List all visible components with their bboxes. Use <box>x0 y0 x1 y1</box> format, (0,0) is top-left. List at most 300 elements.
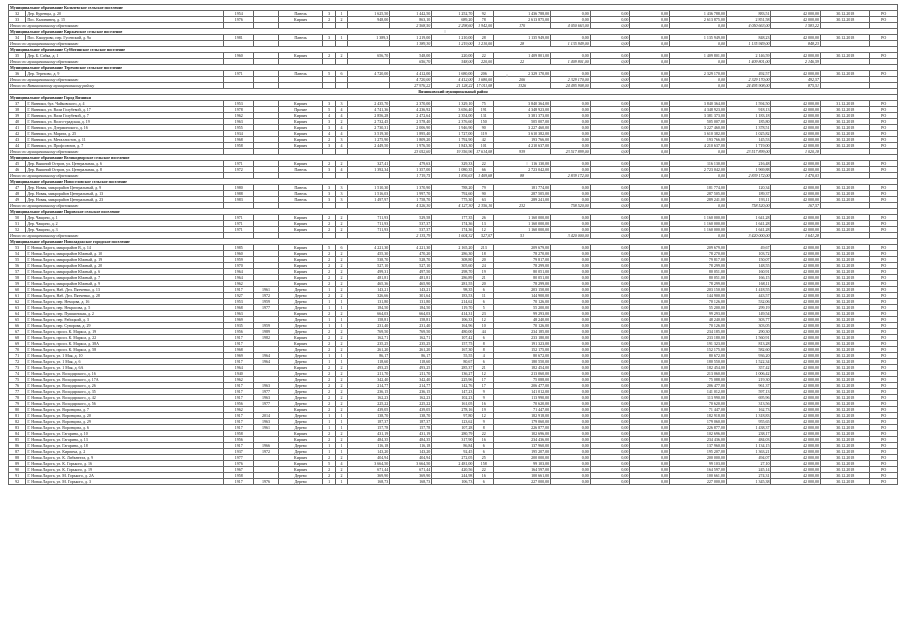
cost-fund-cell: 0,00 <box>551 407 591 413</box>
row-number-cell: 75 <box>9 377 26 383</box>
address-cell: Г. Новая Ладога, ул. Гагарина, д. 18 <box>26 443 224 449</box>
max-unit-cost-cell: 42 000,00 <box>771 221 821 227</box>
address-cell: Г. Новая Ладога, ул. Гагарина, д. 10 <box>26 431 224 437</box>
entrances-cell: 1 <box>335 299 347 305</box>
living-area-cell: 261,20 <box>390 347 432 353</box>
year-built-cell: 1978 <box>224 107 254 113</box>
row-number-cell: 64 <box>9 311 26 317</box>
total-area-cell: 527,10 <box>348 263 390 269</box>
cost-owners-cell: 234 185,00 <box>669 329 726 335</box>
private-area-cell: 92,45 <box>432 449 474 455</box>
method-cell: РО <box>870 197 898 203</box>
year-built-cell: 1968 <box>224 347 254 353</box>
entrances-cell: 2 <box>335 389 347 395</box>
total-area-cell: 4 526,30 <box>390 203 432 209</box>
living-area-cell: 1 836,63 <box>432 173 474 179</box>
wall-material-cell: Кирпич <box>278 263 323 269</box>
unit-cost-cell: 2 851,58 <box>726 17 771 23</box>
wall-material-cell: Дерево <box>278 371 323 377</box>
unit-cost-cell: 1 641,28 <box>726 221 771 227</box>
living-area-cell: 162,23 <box>390 395 432 401</box>
cost-total-cell: 180 550,00 <box>494 359 551 365</box>
wall-material-cell: Прочие <box>278 107 323 113</box>
method-cell: РО <box>870 455 898 461</box>
address-cell: Г. Вязники, ул. Профсоюзов, д. 7 <box>26 143 224 149</box>
unit-cost-cell: 145,53 <box>726 137 771 143</box>
cost-budget-cell: 0,00 <box>590 227 630 233</box>
method-cell: РО <box>870 413 898 419</box>
entrances-cell: 2 <box>335 251 347 257</box>
living-area-cell: 342,40 <box>390 377 432 383</box>
unit-cost-cell: 961,37 <box>726 383 771 389</box>
total-area-cell: 404,94 <box>348 455 390 461</box>
total-area-cell: 1 389,30 <box>390 41 432 47</box>
unit-cost-cell: 1 641,28 <box>726 227 771 233</box>
cost-local-cell: 0,00 <box>630 11 670 17</box>
method-cell: РО <box>870 431 898 437</box>
living-area-cell: 4 412,00 <box>432 77 474 83</box>
completion-date-cell: 30.12.2018 <box>820 335 870 341</box>
cost-fund-cell: 0,00 <box>551 359 591 365</box>
living-area-cell: 2 472,64 <box>390 113 432 119</box>
cost-owners-cell: 70 620,00 <box>669 401 726 407</box>
cost-total-cell: 287 505,00 <box>494 191 551 197</box>
residents-cell: 78 <box>474 17 494 23</box>
entrances-cell: 1 <box>335 11 347 17</box>
year-repair-cell: 2014 <box>254 413 279 419</box>
cost-local-cell: 0,00 <box>630 125 670 131</box>
row-number-cell: 78 <box>9 395 26 401</box>
completion-date-cell: 30.12.2018 <box>820 371 870 377</box>
row-number-cell: 37 <box>9 101 26 107</box>
living-area-cell: 537,37 <box>390 227 432 233</box>
cost-local-cell: 0,00 <box>630 437 670 443</box>
year-built-cell: 1917 <box>224 389 254 395</box>
cost-fund-cell: 0,00 <box>590 83 630 89</box>
cost-fund-cell: 0,00 <box>590 59 630 65</box>
row-number-cell: 55 <box>9 257 26 263</box>
year-built-cell: 1953 <box>224 299 254 305</box>
private-area-cell: 107,28 <box>432 425 474 431</box>
private-area-cell: 3 656,40 <box>432 107 474 113</box>
year-built-cell: 1971 <box>224 71 254 77</box>
year-built-cell: 1976 <box>224 461 254 467</box>
year-built-cell: 1935 <box>224 323 254 329</box>
subtotal-label: Итого по муниципальному образованию <box>9 23 224 29</box>
year-built-cell: 1964 <box>224 269 254 275</box>
year-built-cell: 1917 <box>224 413 254 419</box>
floors-cell: 3 <box>323 11 335 17</box>
completion-date-cell: 30.12.2018 <box>820 443 870 449</box>
address-cell: Г. Новая Ладога, пер. Пушкинская, д. 2 <box>26 311 224 317</box>
floors-cell: 2 <box>323 371 335 377</box>
total-area-cell: 769,50 <box>348 329 390 335</box>
wall-material-cell: Кирпич <box>278 143 323 149</box>
entrances-cell: 2 <box>335 335 347 341</box>
max-unit-cost-cell: 42 000,00 <box>771 323 821 329</box>
row-number-cell: 86 <box>9 443 26 449</box>
max-unit-cost-cell: 42 000,00 <box>771 125 821 131</box>
private-area-cell: 161,05 <box>432 401 474 407</box>
method-cell: РО <box>870 443 898 449</box>
district-title: Вязниковский муниципальный район <box>9 89 898 95</box>
cost-owners-cell: 505 007,00 <box>669 119 726 125</box>
method-cell: РО <box>870 257 898 263</box>
address-cell: Г. Новая Ладога, микрорайон Южный, д. 10 <box>26 251 224 257</box>
cost-owners-cell: 99 103,00 <box>669 461 726 467</box>
wall-material-cell: Кирпич <box>278 131 323 137</box>
max-unit-cost-cell: 42 000,00 <box>771 419 821 425</box>
cost-owners-cell: 102 696,00 <box>669 431 726 437</box>
entrances-cell: 2 <box>335 257 347 263</box>
scan-speck <box>506 74 508 77</box>
unit-cost-cell: 1 641,28 <box>726 215 771 221</box>
max-unit-cost-cell: 42 000,00 <box>771 275 821 281</box>
cost-local-cell: 0,00 <box>630 395 670 401</box>
private-area-cell: 102,23 <box>432 395 474 401</box>
wall-material-cell: Дерево <box>278 443 323 449</box>
address-cell: Г. Новая Ладога, ул. Воронцова, д. 6 <box>26 425 224 431</box>
cost-local-cell: 0,00 <box>630 359 670 365</box>
residents-cell: 22 <box>474 467 494 473</box>
subtotal-label: Итого по муниципальному образованию <box>9 233 224 239</box>
row-number-cell: 51 <box>9 221 26 227</box>
residents-cell: 170 <box>494 23 551 29</box>
total-area-cell: 225,22 <box>348 401 390 407</box>
residents-cell: 12 <box>474 317 494 323</box>
year-built-cell: 1956 <box>224 401 254 407</box>
total-area-cell: 2 435,70 <box>348 101 390 107</box>
living-area-cell: 157,78 <box>390 425 432 431</box>
living-area-cell: 431,19 <box>390 431 432 437</box>
entrances-cell: 2 <box>335 329 347 335</box>
unit-cost-cell: 168,11 <box>726 281 771 287</box>
floors-cell: 1 <box>323 443 335 449</box>
cost-fund-cell: 0,00 <box>551 395 591 401</box>
method-cell: РО <box>870 353 898 359</box>
unit-cost-cell: 1 183,18 <box>726 113 771 119</box>
cost-budget-cell: 0,00 <box>590 383 630 389</box>
cost-total-cell: 1 160 000,00 <box>494 221 551 227</box>
year-built-cell: 1917 <box>224 287 254 293</box>
cost-budget-cell: 0,00 <box>590 17 630 23</box>
max-unit-cost-cell: 42 000,00 <box>771 107 821 113</box>
floors-cell: 1 <box>323 299 335 305</box>
cost-total-cell: 2 613 875,00 <box>494 17 551 23</box>
wall-material-cell: Дерево <box>278 305 323 311</box>
row-number-cell: 68 <box>9 335 26 341</box>
section-title: Муниципальное образование Субботинское сельское поселение <box>9 47 898 53</box>
section-title: Муниципальное образование Киржачское сельское поселение <box>9 29 898 35</box>
wall-material-cell: Дерево <box>278 329 323 335</box>
cost-budget-cell: 0,00 <box>590 353 630 359</box>
cost-budget-cell: 0,00 <box>590 461 630 467</box>
address-cell: Г. Вязники, ул. Волго-градская, д. 19 <box>26 119 224 125</box>
address-cell: Г. Новая Ладога, ул. К. Горького, д. 19 <box>26 467 224 473</box>
living-area-cell: 537,37 <box>390 221 432 227</box>
living-area-cell: 470,20 <box>390 251 432 257</box>
private-area-cell: 220,00 <box>474 59 494 65</box>
cost-total-cell: 113 990,00 <box>494 395 551 401</box>
total-area-cell: 3 664,50 <box>348 461 390 467</box>
living-area-cell: 484,35 <box>390 437 432 443</box>
method-cell: РО <box>870 323 898 329</box>
living-area-cell: 1 370,90 <box>390 185 432 191</box>
unit-cost-cell: 1 560,91 <box>726 335 771 341</box>
cost-total-cell: 152 175,00 <box>494 347 551 353</box>
cost-budget-cell: 0,00 <box>590 251 630 257</box>
living-area-cell: 439,05 <box>390 407 432 413</box>
living-area-cell: 131,80 <box>390 299 432 305</box>
method-cell: РО <box>870 311 898 317</box>
completion-date-cell: 30.12.2018 <box>820 455 870 461</box>
private-area-cell: 174,36 <box>432 227 474 233</box>
total-area-cell: 656,70 <box>390 59 432 65</box>
cost-total-cell: 179 060,00 <box>494 419 551 425</box>
wall-material-cell: Кирпич <box>278 17 323 23</box>
floors-cell: 1 <box>323 449 335 455</box>
max-unit-cost-cell: 42 000,00 <box>771 341 821 347</box>
completion-date-cell: 30.12.2018 <box>820 197 870 203</box>
cost-local-cell: 0,00 <box>630 317 670 323</box>
cost-owners-cell: 200 000,00 <box>669 455 726 461</box>
residents-cell: 213 <box>474 245 494 251</box>
entrances-cell: 2 <box>335 17 347 23</box>
living-area-cell: 19 356,96 <box>432 149 474 155</box>
living-area-cell: 116,18 <box>390 443 432 449</box>
address-cell: Пос. Калининец, д. 15 <box>26 17 224 23</box>
row-number-cell: 74 <box>9 371 26 377</box>
cost-total-cell: 193 766,00 <box>494 137 551 143</box>
row-number-cell: 63 <box>9 305 26 311</box>
residents-cell: 12 <box>474 371 494 377</box>
living-area-cell: 528,70 <box>390 257 432 263</box>
cost-budget-cell: 0,00 <box>590 71 630 77</box>
cost-local-cell: 0,00 <box>630 467 670 473</box>
cost-local-cell: 0,00 <box>669 41 726 47</box>
living-area-cell: 143,21 <box>390 287 432 293</box>
living-area-cell: 527,10 <box>390 263 432 269</box>
cost-local-cell: 0,00 <box>630 461 670 467</box>
cost-owners-cell: 213 060,00 <box>669 371 726 377</box>
private-area-cell: 480,00 <box>432 329 474 335</box>
cost-fund-cell: 0,00 <box>551 329 591 335</box>
method-cell: РО <box>870 377 898 383</box>
cost-fund-cell: 0,00 <box>551 347 591 353</box>
cost-local-cell: 0,00 <box>630 425 670 431</box>
row-number-cell: 83 <box>9 425 26 431</box>
living-area-cell: 4 127,30 <box>432 203 474 209</box>
cost-owners-cell: 227 000,00 <box>669 479 726 485</box>
residents-cell: 1326 <box>494 83 551 89</box>
residents-cell: 6 <box>474 299 494 305</box>
row-number-cell: 70 <box>9 347 26 353</box>
living-area-cell: 497,50 <box>390 269 432 275</box>
method-cell: РО <box>870 71 898 77</box>
method-cell: РО <box>870 101 898 107</box>
residents-cell: 22 <box>474 161 494 167</box>
cost-owners-cell: 758 520,00 <box>726 203 771 209</box>
cost-budget-cell: 0,00 <box>590 473 630 479</box>
entrances-cell: 1 <box>335 317 347 323</box>
private-area-cell: 214,62 <box>432 299 474 305</box>
floors-cell: 5 <box>323 461 335 467</box>
private-area-cell: 329,33 <box>432 161 474 167</box>
residents-cell: 22 <box>474 431 494 437</box>
cost-fund-cell: 0,00 <box>551 323 591 329</box>
residents-cell: 8 <box>474 341 494 347</box>
cost-local-cell: 0,00 <box>630 449 670 455</box>
method-cell: РО <box>870 143 898 149</box>
unit-cost-cell: 813,28 <box>726 341 771 347</box>
entrances-cell: 2 <box>335 221 347 227</box>
year-repair-cell: 1961 <box>254 425 279 431</box>
living-area-cell: 187,37 <box>390 419 432 425</box>
cost-owners-cell: 4 348 923,00 <box>669 107 726 113</box>
completion-date-cell: 30.12.2018 <box>820 377 870 383</box>
method-cell: РО <box>870 125 898 131</box>
total-area-cell: 1 719,75 <box>390 173 432 179</box>
unit-cost-cell: 299,19 <box>726 305 771 311</box>
unit-cost-cell: 1 583,22 <box>771 23 821 29</box>
wall-material-cell: Дерево <box>278 401 323 407</box>
completion-date-cell: 30.12.2018 <box>820 341 870 347</box>
completion-date-cell: 30.12.2018 <box>820 113 870 119</box>
cost-budget-cell: 0,00 <box>590 275 630 281</box>
year-built-cell: 1954 <box>224 11 254 17</box>
cost-budget-cell: 0,00 <box>590 245 630 251</box>
unit-cost-cell: 848,23 <box>771 41 821 47</box>
private-area-cell: 286,30 <box>432 251 474 257</box>
total-area-cell: 23 052,60 <box>390 149 432 155</box>
private-area-cell: 1 329,10 <box>432 101 474 107</box>
cost-budget-cell: 0,00 <box>590 293 630 299</box>
cost-budget-cell: 0,00 <box>630 41 670 47</box>
cost-fund-cell: 0,00 <box>551 17 591 23</box>
cost-budget-cell: 0,00 <box>590 389 630 395</box>
cost-total-cell: 4 348 923,00 <box>494 107 551 113</box>
total-area-cell: 162,71 <box>348 335 390 341</box>
floors-cell: 2 <box>323 347 335 353</box>
floors-cell: 2 <box>323 455 335 461</box>
max-unit-cost-cell: 42 000,00 <box>771 413 821 419</box>
cost-fund-cell: 0,00 <box>590 23 630 29</box>
wall-material-cell: Панель <box>278 191 323 197</box>
cost-fund-cell: 0,00 <box>551 245 591 251</box>
private-area-cell: 1 080,35 <box>432 167 474 173</box>
address-cell: Дер. Чащино, д. 1 <box>26 215 224 221</box>
residents-cell: 12 <box>474 227 494 233</box>
cost-fund-cell: 0,00 <box>551 341 591 347</box>
completion-date-cell: 30.12.2018 <box>820 131 870 137</box>
floors-cell: 5 <box>323 245 335 251</box>
year-repair-cell: 1961 <box>254 287 279 293</box>
cost-fund-cell: 0,00 <box>551 257 591 263</box>
wall-material-cell: Панель <box>278 185 323 191</box>
cost-local-cell: 0,00 <box>630 101 670 107</box>
entrances-cell: 1 <box>335 449 347 455</box>
wall-material-cell: Кирпич <box>278 221 323 227</box>
max-unit-cost-cell: 42 000,00 <box>771 35 821 41</box>
method-cell: РО <box>870 389 898 395</box>
total-area-cell: 2 568,50 <box>390 23 432 29</box>
cost-local-cell: 0,00 <box>630 191 670 197</box>
private-area-cell: 1 946,90 <box>432 125 474 131</box>
address-cell: Г. Новая Ладога, ул. Кирпича, д. 2 <box>26 449 224 455</box>
private-area-cell: 1 942,00 <box>474 23 494 29</box>
method-cell: РО <box>870 113 898 119</box>
total-area-cell: 143,21 <box>348 287 390 293</box>
residents-cell: 206 <box>494 77 551 83</box>
row-number-cell: 69 <box>9 341 26 347</box>
unit-cost-cell: 167,57 <box>771 203 821 209</box>
cost-fund-cell: 0,00 <box>551 377 591 383</box>
cost-fund-cell: 0,00 <box>551 449 591 455</box>
living-area-cell: 214,77 <box>390 383 432 389</box>
residents-cell: 6 <box>474 479 494 485</box>
living-area-cell: 1 758,70 <box>390 197 432 203</box>
cost-fund-cell: 0,00 <box>551 293 591 299</box>
address-cell: Г. Новая Ладога, микрорайон Южный, д. 7 <box>26 275 224 281</box>
address-cell: Г. Новая Ладога, ул. К. Либкнехта, д. 9 <box>26 455 224 461</box>
max-unit-cost-cell: 42 000,00 <box>771 425 821 431</box>
cost-total-cell: 3 610 382,00 <box>494 131 551 137</box>
unit-cost-cell: 160,91 <box>726 269 771 275</box>
living-area-cell: 2 006,90 <box>390 125 432 131</box>
wall-material-cell: Дерево <box>278 347 323 353</box>
cost-total-cell: 70 126,00 <box>494 323 551 329</box>
year-built-cell: 1969 <box>224 353 254 359</box>
floors-cell: 3 <box>323 119 335 125</box>
cost-local-cell: 0,00 <box>669 233 726 239</box>
row-number-cell: 72 <box>9 359 26 365</box>
address-cell: Г. Новая Ладога, ул. К. Горького, д. 16 <box>26 461 224 467</box>
wall-material-cell: Дерево <box>278 377 323 383</box>
residents-cell: 8 <box>474 425 494 431</box>
residents-cell: 23 <box>474 311 494 317</box>
cost-owners-cell: 48 240,00 <box>669 317 726 323</box>
cost-budget-cell: 0,00 <box>590 269 630 275</box>
unit-cost-cell: 597,13 <box>726 389 771 395</box>
cost-total-cell: 234 436,00 <box>494 437 551 443</box>
cost-local-cell: 0,00 <box>630 347 670 353</box>
total-area-cell: 4 720,00 <box>348 71 390 77</box>
unit-cost-cell: 2 146,59 <box>726 53 771 59</box>
cost-budget-cell: 0,00 <box>590 395 630 401</box>
unit-cost-cell: 1 594,50 <box>726 101 771 107</box>
wall-material-cell: Кирпич <box>278 269 323 275</box>
private-area-cell: 106,73 <box>432 479 474 485</box>
max-unit-cost-cell: 42 000,00 <box>771 401 821 407</box>
living-area-cell: 86,17 <box>390 353 432 359</box>
private-area-cell: 280,79 <box>432 431 474 437</box>
cost-budget-cell: 0,00 <box>590 413 630 419</box>
cost-owners-cell: 78 299,00 <box>669 263 726 269</box>
row-number-cell: 65 <box>9 317 26 323</box>
cost-budget-cell: 0,00 <box>590 257 630 263</box>
year-repair-cell: 1963 <box>254 419 279 425</box>
max-unit-cost-cell: 42 000,00 <box>771 227 821 233</box>
total-area-cell: 131,80 <box>348 299 390 305</box>
address-cell: Г. Новая Ладога, ул. Володарского, д. 42 <box>26 395 224 401</box>
residents-cell: 150 <box>474 119 494 125</box>
cost-owners-cell: 3 840 364,00 <box>669 101 726 107</box>
table-body <box>9 5 898 485</box>
method-cell: РО <box>870 53 898 59</box>
address-cell: Г. Новая Ладога, просп. К. Маркса, д. 38А <box>26 341 224 347</box>
entrances-cell: 1 <box>335 359 347 365</box>
residents-cell: 90 <box>474 191 494 197</box>
